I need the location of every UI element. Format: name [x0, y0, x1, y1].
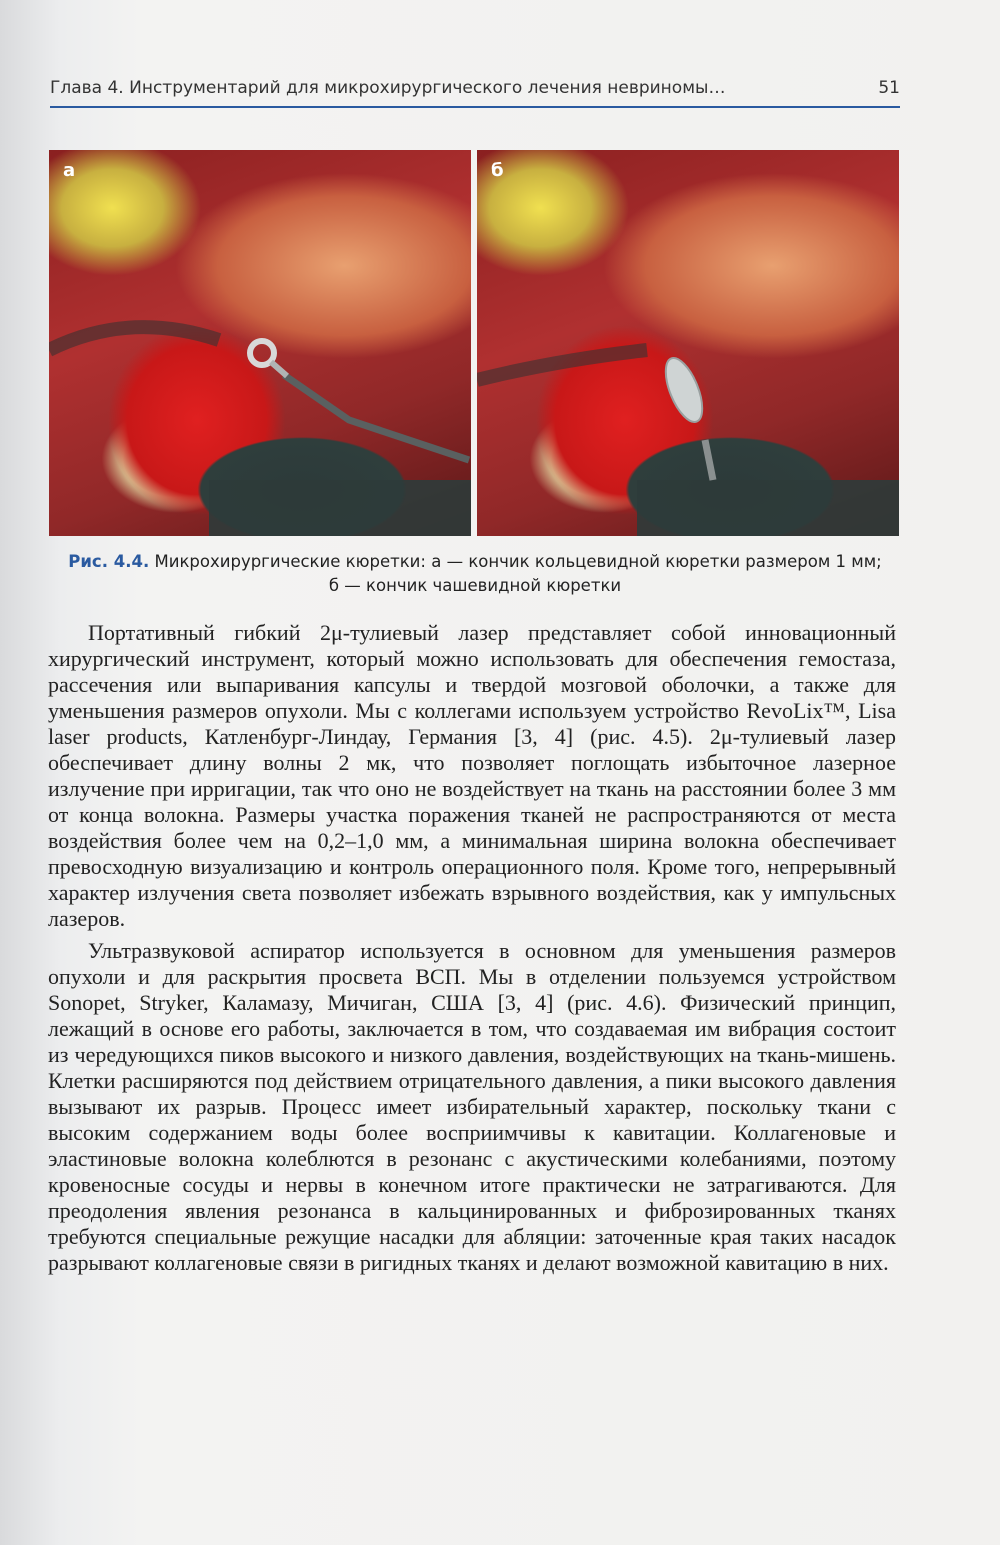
- body-text: [48, 620, 896, 1276]
- caption-text-2: б — кончик чашевидной кюретки: [328, 576, 622, 595]
- panel-a-label: а: [63, 160, 76, 181]
- header-rule: [50, 106, 900, 108]
- figure-number: Рис. 4.4.: [68, 552, 150, 571]
- caption-text-1: Микрохирургические кюретки: а — кончик кольцевидной кюретки размером 1 мм;: [154, 552, 882, 571]
- page-number: 51: [878, 78, 900, 98]
- running-header: [50, 74, 900, 108]
- paragraph-aspirator: Ультразвуковой аспиратор используется в основном для уменьшения размеров опухоли и для раскрытия просвета ВСП. Мы в отделении пользуемся устройством Sonopet, Stryker, Каламазу, Мичиган, США [3, 4] (рис. 4.6). Физический принцип, лежащий в основе его работы, заключается в том, что создаваемая им вибрация состоит из чередующихся пиков высокого и низкого давления, воздействующих на ткань-мишень. Клетки расширяются под действием отрицательного давления, а пики высокого давления вызывают их разрыв. Процесс имеет избирательный характер, поскольку ткани с высоким содержанием воды более восприимчивы к кавитации. Коллагеновые и эластиновые волокна колеблются в резонанс с акустическими колебаниями, поэтому кровеносные сосуды и нервы в конечном итоге практически не затрагиваются. Для преодоления явления резонанса в кальцинированных и фиброзированных тканях требуются специальные режущие насадки для абляции: заточенные края таких насадок разрывают коллагеновые связи в ригидных тканях и делают возможной кавитацию в них.: [48, 938, 896, 1275]
- paragraph-laser: Портативный гибкий 2μ-тулиевый лазер представляет собой инновационный хирургический инструмент, который можно использовать для обеспечения гемостаза, рассечения или выпаривания капсулы и твердой мозговой оболочки, а также для уменьшения размеров опухоли. Мы с коллегами используем устройство RevoLix™, Lisa laser products, Катленбург-Линдау, Германия [3, 4] (рис. 4.5). 2μ-тулиевый лазер обеспечивает длину волны 2 мк, что позволяет поглощать избыточное лазерное излучение при ирригации, так что оно не воздействует на ткань на расстоянии более 3 мм от конца волокна. Размеры участка поражения тканей не распространяются от места воздействия более чем на 0,2–1,0 мм, а минимальная ширина волокна обеспечивает превосходную визуализацию и контроль операционного поля. Кроме того, непрерывный характер излучения света позволяет избежать взрывного воздействия, как у импульсных лазеров.: [48, 620, 896, 931]
- ring-curette-illustration: [49, 150, 471, 536]
- figure-panel-a: [49, 150, 471, 536]
- figure-panel-b: [477, 150, 899, 536]
- chapter-title: Глава 4. Инструментарий для микрохирургического лечения невриномы…: [50, 78, 726, 98]
- cup-curette-illustration: [477, 150, 899, 536]
- panel-b-label: б: [491, 160, 504, 181]
- figure-caption: [45, 550, 905, 598]
